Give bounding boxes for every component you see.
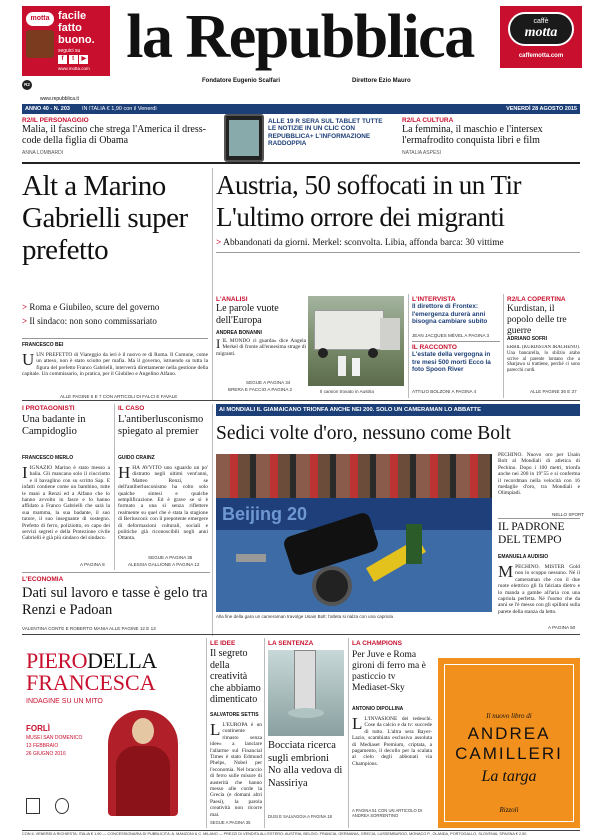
- top-left-author: ANNA LOMBARDI: [22, 150, 64, 156]
- copertina-headline[interactable]: Kurdistan, il popolo delle tre guerre: [507, 304, 567, 336]
- ad-left[interactable]: [22, 6, 110, 76]
- austria-sub-text: Abbandonati da giorni. Merkel: sconvolta. Libia, affonda barca: 30 vittime: [223, 238, 504, 248]
- bolt-photo: Beijing 20: [216, 454, 492, 612]
- ad-right-site: caffemotta.com: [518, 53, 564, 59]
- protagonisti-kicker: I PROTAGONISTI: [22, 405, 75, 412]
- bolt-author: NELLO SPORT: [552, 512, 585, 517]
- copertina-ref: ALLE PAGINE 36 E 37: [530, 389, 577, 394]
- racconto-author: ATTILIO BOLZONI A PAGINA 4: [412, 389, 477, 394]
- arrow-icon: >: [22, 302, 28, 312]
- social-icons: [58, 55, 88, 64]
- intervista-author: JEAN JACQUES MÉVEL A PAGINA 3: [412, 333, 490, 338]
- analisi-kicker: L'ANALISI: [216, 296, 248, 303]
- truck-caption: Il camion trovato in Austria: [320, 389, 374, 394]
- ad-right[interactable]: [500, 6, 582, 68]
- piero-date2: 26 GIUGNO 2016: [26, 751, 66, 757]
- idee-headline[interactable]: Il segreto della creatività che abbiamo dimenticato: [210, 648, 261, 705]
- piero-date1: 13 FEBBRAIO: [26, 743, 59, 749]
- piero-title3: FRANCESCA: [26, 670, 156, 695]
- arrow-icon: >: [216, 238, 222, 248]
- marino-ref: ALLE PAGINE 6 E 7 CON ARTICOLI DI FALCI E FAVALE: [60, 394, 178, 399]
- caso-headline[interactable]: L'antiberlusconismo spiegato al premier: [118, 414, 204, 437]
- bolt-body2: MPECHINO. MISTER Gold non lo scoppo nessuno. Né il cameraman che con il due ruote elettrico gli fa falciata dietro e lo manda a gambe all'aria con una capriola perfetta. Né l'uomo che da anni se l'è messo con gli spilloni sulla parete della stanza da letto.: [498, 564, 580, 615]
- copertina-body-text: ERBIL (KURDISTAN IRACHENO). Una bancarella, lo sbilzio arabo scrive al parente lontano che a Sharjawa si trattiene, perché ci sono parecchi curdi.: [507, 345, 580, 374]
- caso-ref2: ALESSIA GALLIONE A PAGINA 12: [128, 562, 200, 567]
- ad-left-line3: buono.: [58, 34, 95, 46]
- tablet-promo[interactable]: ALLE 19 R SERA SUL TABLET TUTTE LE NOTIZIE IN UN CLIC CON REPUBBLICA+ L'INFORMAZIONE RADDOPPIA: [268, 118, 383, 148]
- tablet-image: [224, 114, 264, 162]
- truck-photo: [308, 296, 404, 386]
- analisi-ref: SEGUE A PAGINA 34: [246, 380, 291, 385]
- top-right-kicker: R2/LA CULTURA: [402, 117, 454, 124]
- ad-left-line1: facile: [58, 10, 87, 22]
- embryo-photo: [268, 650, 344, 736]
- economia-ref: VALENTINA CONTE E ROBERTO MANIA ALLE PAGINE 12 E 13: [22, 626, 156, 631]
- price: IN ITALIA € 1,90 con il Venerdì: [82, 106, 157, 112]
- copertina-author: ADRIANO SOFRI: [507, 336, 547, 342]
- sentenza-kicker: LA SENTENZA: [268, 640, 314, 647]
- top-left-kicker: R2/IL PERSONAGGIO: [22, 117, 89, 124]
- camilleri-publisher: Rizzoli: [499, 806, 519, 814]
- bolt-author2: EMANUELA AUDISIO: [498, 554, 549, 560]
- marino-sub1-text: Roma e Giubileo, scure del governo: [29, 302, 160, 312]
- protagonisti-headline[interactable]: Una badante in Campidoglio: [22, 414, 86, 437]
- marino-author: FRANCESCO BEI: [22, 342, 64, 348]
- bolt-ref: A PAGINA 50: [548, 625, 576, 630]
- idee-body: L L'EUROPA è un continente rimasto senza idee» a lanciare l'allarme sul Financial Times è stato Edmund Phelps, Nobel per l'economia. Nel braccio di ferro sulle misure di austerità che hanno messo alle corde la Grecia (e domani altri Paesi), la parola creatività non ricorre mai.: [210, 722, 262, 818]
- product-image: [26, 30, 54, 58]
- r2-badge: R2: [22, 80, 32, 90]
- top-left-headline[interactable]: Malia, il fascino che strega l'America il dress-code della figlia di Obama: [22, 124, 206, 146]
- caso-kicker: IL CASO: [118, 405, 145, 412]
- bolt-body: [498, 452, 580, 510]
- champions-body: L L'INVASIONE dei tedeschi. Cose da calcio e da tv: succede di tutto. L'altra sera Bayer-Lazio, scambiata esclusiva assoluta di Mediaset Premium, criptata, a pagamento, il decollo per la scalata al cielo degli abbonati via Champions.: [352, 716, 432, 767]
- marino-body: UUN PREFETTO di Viareggio da ieri è il nuovo re di Roma. Il Comune, come un atteso, non è stato sciolto per mafia. Ma il governo, istruendo su tutta la figura del prefetto Franco Gabrielli, interverrà direttamente nella gestione della capitale. Un commissario, in pratica, per il Giubileo e Angelino Alfano.: [22, 352, 208, 378]
- analisi-body-text: IL MONDO ci guarda» dice Angela Merkel di fronte all'ennesima strage di migranti.: [216, 338, 306, 357]
- facebook-icon[interactable]: f: [58, 55, 67, 64]
- copertina-body: [507, 345, 580, 383]
- piero-title1: PIERO: [26, 648, 88, 673]
- marino-sub2-text: Il sindaco: non sono commissariato: [29, 316, 157, 326]
- economia-headline[interactable]: Dati sul lavoro e tasse è gelo tra Renzi e Padoan: [22, 585, 208, 618]
- protagonisti-body: IIGNAZIO Marino è stato messo a balia. Gli mancano solo il ciucciotto e il bavaglino con su scritto Sap. E infatti contiene come un bambino, tutte le mani a Renzi ed a Alfano che lo hanno avvolto in fasce e lo hanno affidato a Franco Gabrielli che sarà la sua mamma, la sua badante, il suo tutore, il suo insegnante di sostegno. Prefetto di ferro, poliziotto, ex capo dei servizi segreti e della Protezione civile Gabrielli è già più sindaco del sindaco.: [22, 465, 110, 542]
- idee-author: SALVATORE SETTIS: [210, 712, 259, 718]
- caso-ref: SEGUE A PAGINA 35: [148, 555, 193, 560]
- piero-city: FORLÌ: [26, 724, 50, 733]
- ad-right-brand2: motta: [524, 25, 558, 40]
- austria-headline-2[interactable]: L'ultimo orrore dei migranti: [216, 202, 505, 232]
- analisi-body: IIL MONDO ci guarda» dice Angela Merkel di fronte all'ennesima strage di migranti.: [216, 338, 306, 357]
- bolt-caption: Alla fine della gara un cameraman travolge Usain Bolt: l'atleta si rialza con una capriola: [216, 614, 394, 619]
- analisi-author: ANDREA BONANNI: [216, 330, 262, 336]
- austria-headline-1[interactable]: Austria, 50 soffocati in un Tir: [216, 170, 522, 200]
- footer-text: CON IL VENERDÌ A RICHIESTA: ITALIA € 1,90 — CONCESSIONARIA DI PUBBLICITÀ: A. MANZONI & C. MILANO — PREZZI DI VENDITA ALL'ESTERO: AUSTRIA, BELGIO, FRANCIA, GERMANIA, GRECIA, LUSSEMBURGO, MONACO P., OLANDA, PORTOGALLO, SLOVENIA, SPAGNA € 2,50: [22, 832, 527, 836]
- intervista-kicker: L'INTERVISTA: [412, 296, 456, 303]
- intervista-headline[interactable]: Il direttore di Frontex: l'emergenza durerà anni bisogna cambiare subito: [412, 303, 488, 326]
- caso-body: HHA AVVITO uno sguardo un po' distratto negli ultimi vent'anni, Matteo Renzi, se dell'antiberlusconismo ha colto solo qualche sintesi e qualche semplificazione. Ed è grave se si è formato a una sì senza riflettere realmente su quel che è stata la stagione di Berlusconi: con il prepotente emergere di deformazioni culturali, sociali e politiche già riconoscibili negli anni Ottanta.: [118, 465, 208, 542]
- protagonisti-body-text: IGNAZIO Marino è stato messo a balia. Gli mancano solo il ciucciotto e il bavaglino con su scritto Sap. E infatti contiene come un bambino, tutte le mani a Renzi ed a Alfano che lo hanno avvolto in fasce e lo hanno affidato a Franco Gabrielli che sarà la sua mamma, la sua badante, il suo tutore, il suo insegnante di sostegno. Prefetto di ferro, poliziotto, ex capo dei servizi segreti e della Protezione civile Gabrielli è già più sindaco del sindaco.: [22, 465, 110, 542]
- champions-kicker: LA CHAMPIONS: [352, 640, 402, 647]
- caso-author: GUIDO CRAINZ: [118, 455, 155, 461]
- youtube-icon[interactable]: ▶: [79, 55, 88, 64]
- camilleri-intro: Il nuovo libro di: [486, 712, 532, 720]
- analisi-ref2: BRERA E FACCIO A PAGINA 2: [228, 387, 292, 392]
- racconto-kicker: IL RACCONTO: [412, 344, 457, 351]
- protagonisti-author: FRANCESCO MERLO: [22, 455, 74, 461]
- top-right-author: NATALIA ASPESI: [402, 150, 441, 156]
- madonna-painting: [108, 710, 178, 816]
- ad-left-site: www.motta.com: [58, 66, 90, 71]
- sponsor-logos: [26, 798, 96, 818]
- marino-body-text: UN PREFETTO di Viareggio da ieri è il nuovo re di Roma. Il Comune, come un atteso, non è stato sciolto per mafia. Ma il governo, istruendo su tutta la figura del prefetto Franco Gabrielli, interverrà direttamente nella gestione della capitale. Un commissario, in pratica, per il Giubileo e Angelino Alfano.: [22, 352, 208, 378]
- ad-right-brand1: caffè: [533, 18, 549, 25]
- analisi-headline[interactable]: Le parole vuote dell'Europa: [216, 303, 279, 326]
- piero-title: [26, 650, 198, 672]
- caso-body-text: HA AVVITO uno sguardo un po' distratto negli ultimi vent'anni, Matteo Renzi, se dell'antiberlusconismo ha colto solo qualche sintesi e qualche semplificazione. Ed è grave se si è formato a una sì senza riflettere realmente su quel che è stata la stagione di Berlusconi: con il prepotente emergere di deformazioni culturali, sociali e politiche già riconoscibili negli anni Ottanta.: [118, 465, 208, 542]
- dateline-bar: [22, 104, 580, 114]
- camilleri-name2: CAMILLERI: [455, 744, 563, 763]
- racconto-headline[interactable]: L'estate della vergogna in tre mesi 500 morti Ecco la foto Spoon River: [412, 351, 491, 374]
- masthead-title: la Repubblica: [126, 3, 474, 71]
- protagonisti-ref: A PAGINA 8: [80, 562, 105, 567]
- motta-logo: motta: [26, 12, 54, 26]
- champions-author: ANTONIO DIPOLLINA: [352, 706, 404, 712]
- marino-sub2: [22, 316, 157, 326]
- sentenza-ref: DUSI E SALVAGGIA A PAGINA 18: [268, 814, 333, 819]
- piero-title2: DELLA: [87, 648, 157, 673]
- bolt-body2-text: PECHINO. MISTER Gold non lo scoppo nessuno. Né il cameraman che con il due ruote elettrico gli fa falciata dietro e lo manda a gambe all'aria con una capriola perfetta. Né l'uomo che da anni se l'è messo con gli spilloni sulla parete della stanza da letto.: [498, 564, 580, 615]
- idee-kicker: LE IDEE: [210, 640, 236, 647]
- bolt-headline2[interactable]: IL PADRONE DEL TEMPO: [498, 521, 565, 546]
- twitter-icon[interactable]: t: [69, 55, 78, 64]
- arrow-icon: >: [22, 316, 28, 326]
- marino-headline[interactable]: Alt a Marino Gabrielli super prefetto: [22, 170, 188, 266]
- piero-sub: INDAGINE SU UN MITO: [26, 698, 103, 705]
- austria-sub: [216, 238, 504, 248]
- founder: Fondatore Eugenio Scalfari: [202, 78, 281, 84]
- champions-headline[interactable]: Per Juve e Roma gironi di ferro ma è pasticcio tv Mediaset-Sky: [352, 650, 426, 693]
- motta-coffee-logo: [508, 12, 574, 46]
- sentenza-headline[interactable]: Bocciata ricerca sugli embrioni No alla vedova di Nassiriya: [268, 740, 343, 789]
- issue-number: ANNO 40 - N. 203: [25, 106, 70, 112]
- director: Direttore Ezio Mauro: [352, 78, 411, 84]
- camilleri-ad[interactable]: [438, 658, 580, 828]
- champions-body-text: L'INVASIONE dei tedeschi. Cose da calcio e da tv: succede di tutto. L'altra sera Bayer-Lazio, scambiata esclusiva assoluta di Mediaset Premium, criptata, a pagamento, il decollo per la scalata al cielo degli abbonati via Champions.: [352, 716, 432, 767]
- date: VENERDÌ 28 AGOSTO 2015: [506, 106, 577, 112]
- website[interactable]: www.repubblica.it: [40, 96, 79, 102]
- camilleri-name1: ANDREA: [467, 724, 551, 743]
- mondiali-banner: AI MONDIALI IL GIAMAICANO TRIONFA ANCHE NEI 200. SOLO UN CAMERAMAN LO ABBATTE: [216, 404, 580, 416]
- idee-ref: SEGUE A PAGINA 35: [210, 820, 251, 825]
- piero-ad[interactable]: [22, 638, 202, 828]
- copertina-kicker: R2/LA COPERTINA: [507, 296, 566, 303]
- ad-left-follow: seguici su: [58, 48, 81, 54]
- champions-ref: A PAGINA 51 CON UN ARTICOLO DI ANDREA SORRENTINO: [352, 808, 423, 818]
- economia-kicker: L'ECONOMIA: [22, 576, 64, 583]
- bolt-body-text: PECHINO. Nuovo oro per Usain Bolt al Mondiali di atletica di Pechino. Dopo i 100 metri, trionfa anche nei 200 in 19"55 e si conferma il recordman nella velocità con 16 medaglie d'oro, tra Mondiali e Olimpiadi.: [498, 452, 580, 497]
- piero-venue: MUSEI SAN DOMENICO: [26, 735, 83, 741]
- idee-body-text: L'EUROPA è un continente rimasto senza idee» a lanciare l'allarme sul Financial Times è stato Edmund Phelps, Nobel per l'economia. Nel braccio di ferro sulle misure di austerità che hanno messo alle corde la Grecia (e domani altri Paesi), la parola creatività non ricorre mai.: [210, 722, 262, 818]
- top-right-headline[interactable]: La femmina, il maschio e l'intersex l'ermafrodito conquista libri e film: [402, 124, 543, 146]
- camilleri-title: La targa: [481, 768, 537, 785]
- mondiali-headline[interactable]: Sedici volte d'oro, nessuno come Bolt: [216, 423, 511, 444]
- ad-left-line2: fatto: [58, 22, 82, 34]
- marino-sub1: [22, 302, 159, 312]
